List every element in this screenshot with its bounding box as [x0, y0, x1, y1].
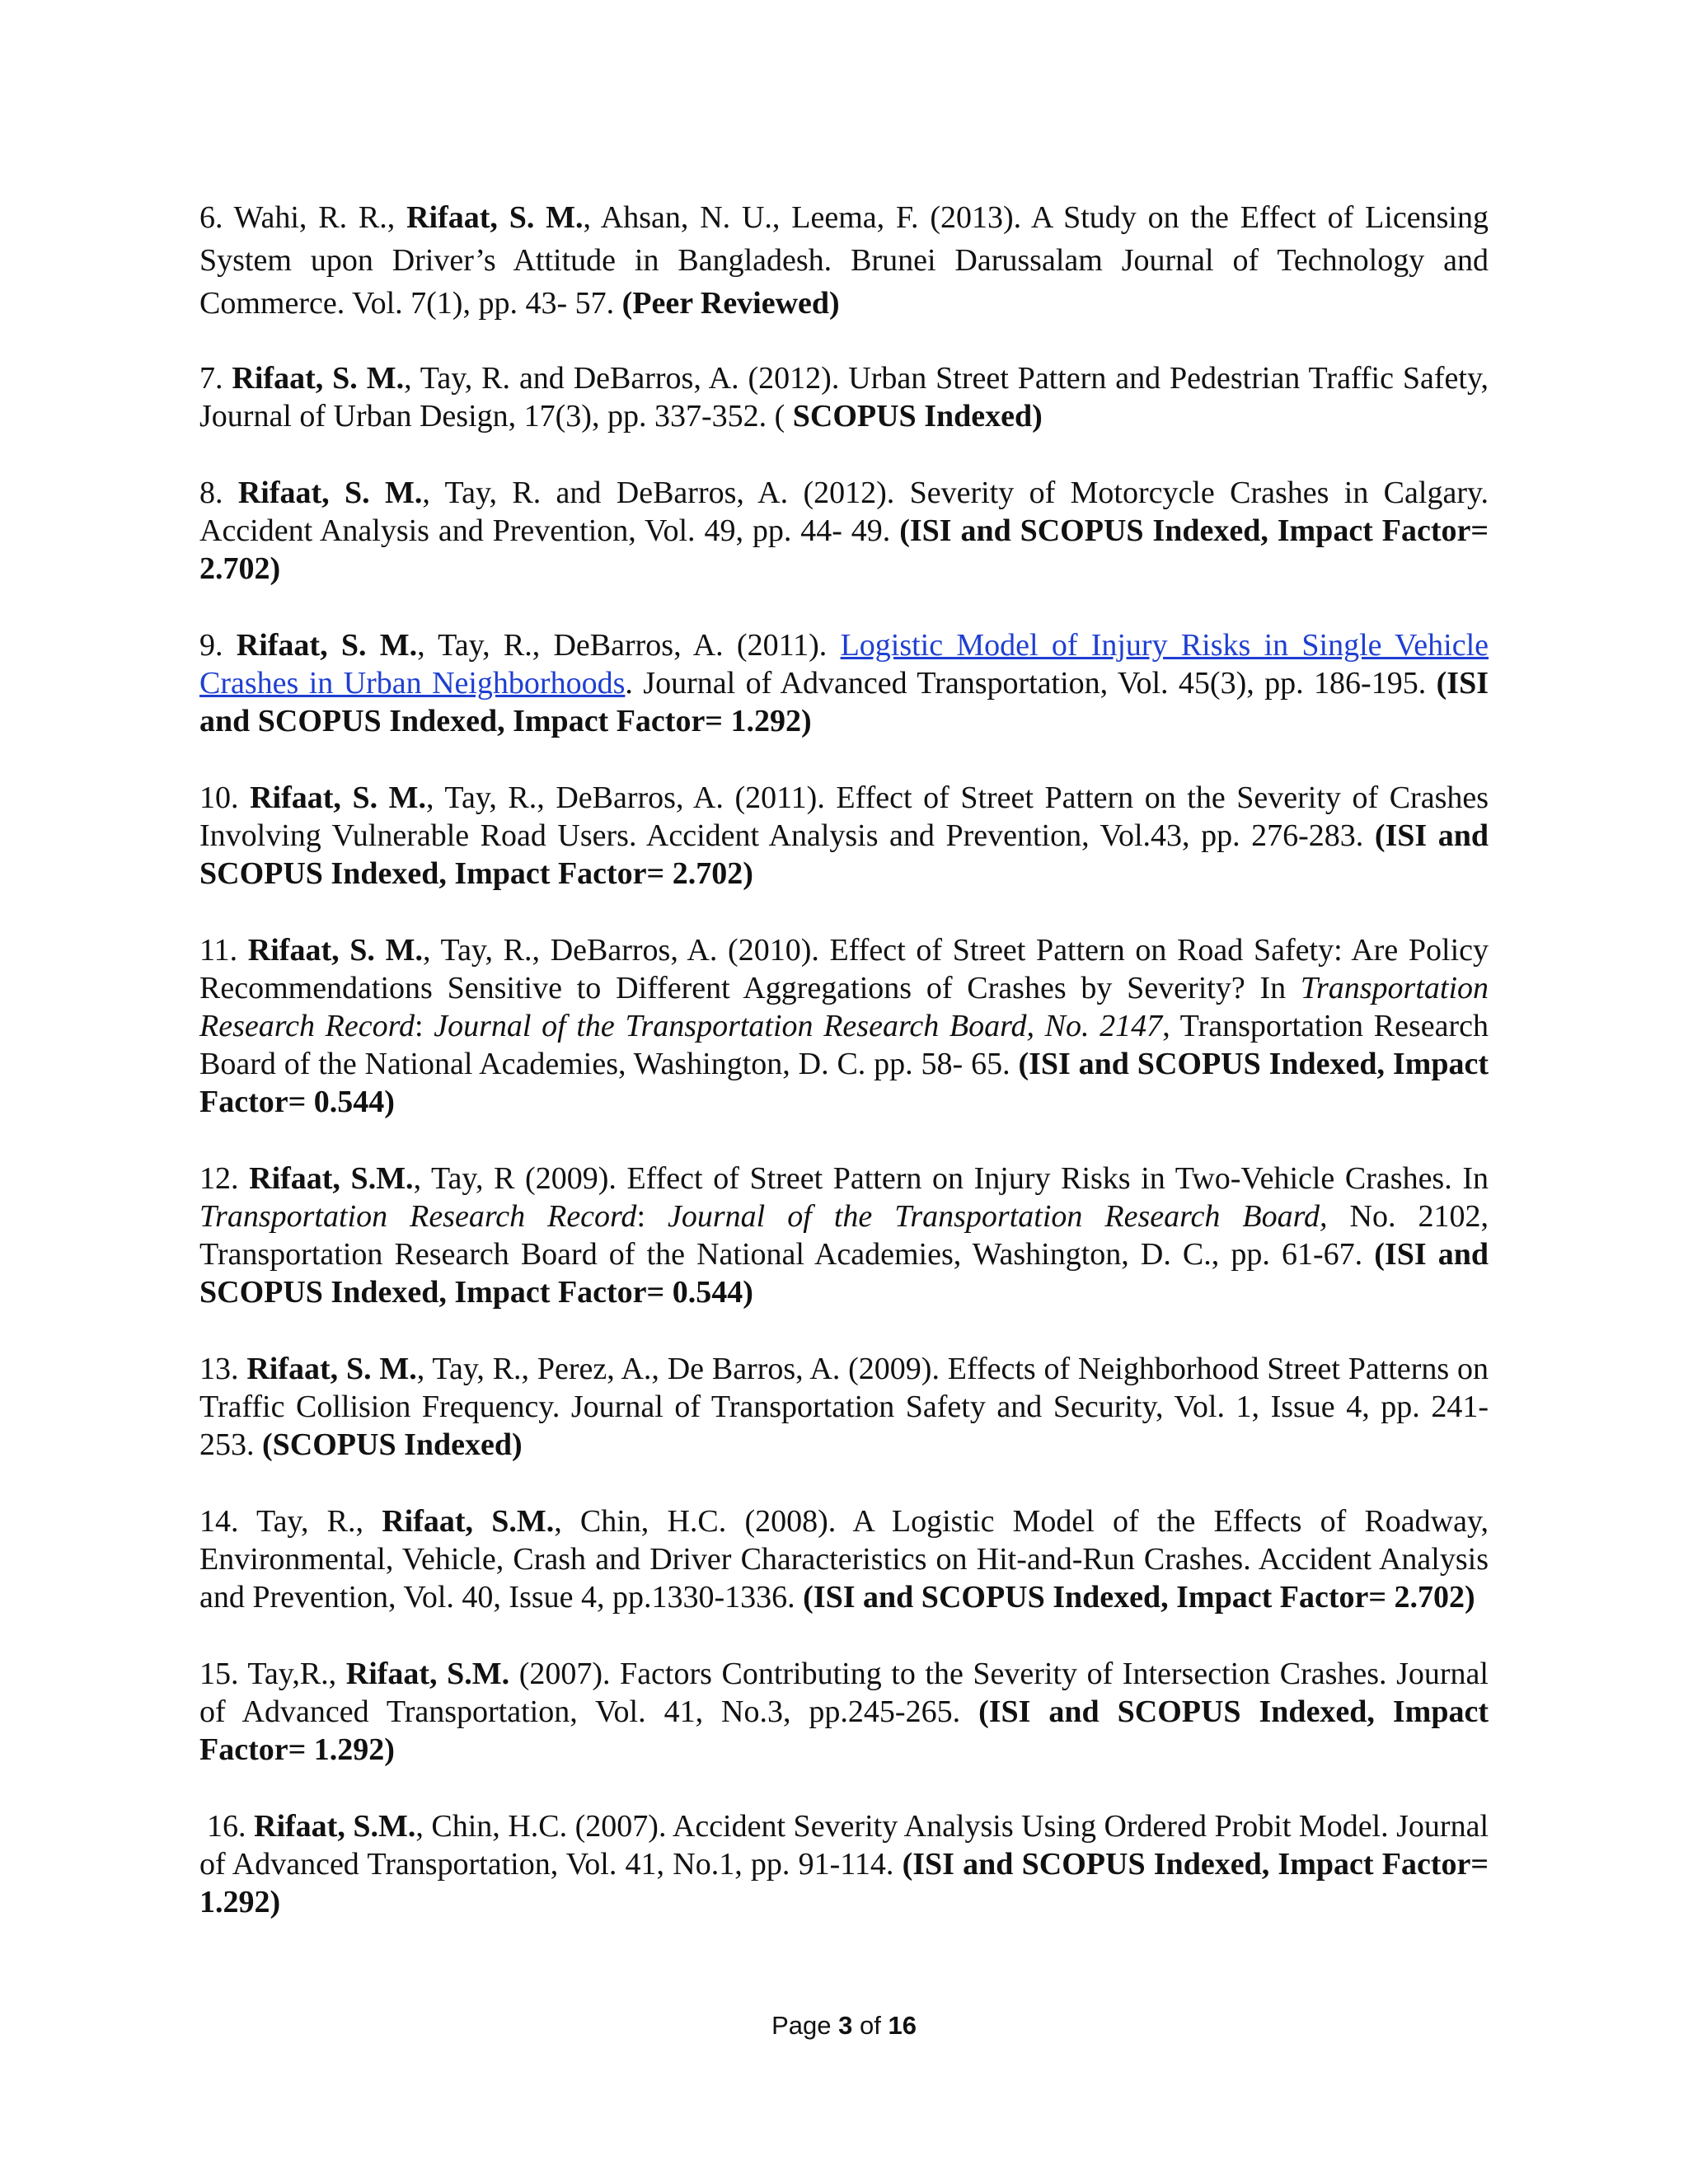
- reference-16: 16. Rifaat, S.M., Chin, H.C. (2007). Accident Severity Analysis Using Ordered Probit Model. Journal of Advanced Transportation, Vol. 41, No.1, pp. 91-114. (ISI and SCOPUS Indexed, Impact Factor= 1.292): [199, 1809, 1489, 1919]
- reference-12: 12. Rifaat, S.M., Tay, R (2009). Effect of Street Pattern on Injury Risks in Two-Vehicle Crashes. In Transportation Research Record: Journal of the Transportation Research Board, No. 2102, Transportation Research Board of the National Academies, Washington, D. C., pp. 61-67. (ISI and SCOPUS Indexed, Impact Factor= 0.544): [199, 1161, 1489, 1310]
- journal-title: Transportation Research Record: [199, 1199, 637, 1234]
- reference-7: 7. Rifaat, S. M., Tay, R. and DeBarros, A. (2012). Urban Street Pattern and Pedestrian Traffic Safety, Journal of Urban Design, 17(3), pp. 337-352. ( SCOPUS Indexed): [199, 361, 1489, 434]
- journal-subtitle: Journal of the Transportation Research Board,: [668, 1199, 1328, 1234]
- page-footer: [0, 2011, 1688, 2041]
- index-note: (SCOPUS Indexed): [262, 1427, 523, 1462]
- reference-11: 11. Rifaat, S. M., Tay, R., DeBarros, A. (2010). Effect of Street Pattern on Road Safety: Are Policy Recommendations Sensitive to Different Aggregations of Crashes by Severity? In Transportation Research Record: Journal of the Transportation Research Board, No. 2147, Transportation Research Board of the National Academies, Washington, D. C. pp. 58- 65. (ISI and SCOPUS Indexed, Impact Factor= 0.544): [199, 933, 1489, 1119]
- index-note: (Peer Reviewed): [621, 286, 840, 321]
- highlighted-author: Rifaat, S.M.: [345, 1657, 510, 1691]
- index-note: SCOPUS Indexed): [792, 399, 1043, 434]
- page-label: Page: [771, 2011, 832, 2040]
- index-note: (ISI and SCOPUS Indexed, Impact Factor= 2.702): [803, 1580, 1475, 1615]
- article-link[interactable]: Logistic Model of Injury Risks in Single Vehicle Crashes in Urban Neighborhoods: [199, 628, 1489, 701]
- publication-list: [199, 196, 1489, 1960]
- total-pages-number: 16: [888, 2011, 917, 2040]
- index-note: (ISI and SCOPUS Indexed, Impact Factor= 1.292): [199, 1694, 1489, 1767]
- highlighted-author: Rifaat, S. M.: [236, 628, 418, 663]
- index-note: (ISI and SCOPUS Indexed, Impact Factor= 2.702): [199, 818, 1489, 891]
- index-note: (ISI and SCOPUS Indexed, Impact Factor= 1.292): [199, 666, 1489, 738]
- highlighted-author: Rifaat, S. M.: [247, 933, 423, 968]
- reference-number: 6.: [199, 200, 223, 235]
- highlighted-author: Rifaat, S.M.: [249, 1161, 414, 1196]
- reference-number: 14.: [199, 1504, 239, 1539]
- reference-number: 10.: [199, 780, 239, 815]
- reference-number: 16.: [207, 1809, 246, 1844]
- reference-number: 12.: [199, 1161, 239, 1196]
- reference-number: 15.: [199, 1657, 239, 1691]
- journal-title: Transportation Research Record: [199, 971, 1489, 1043]
- reference-number: 7.: [199, 361, 223, 396]
- current-page-number: 3: [838, 2011, 853, 2040]
- highlighted-author: Rifaat, S. M.: [406, 200, 584, 235]
- reference-number: 11.: [199, 933, 238, 968]
- of-label: of: [859, 2011, 881, 2040]
- reference-13: 13. Rifaat, S. M., Tay, R., Perez, A., De Barros, A. (2009). Effects of Neighborhood Street Patterns on Traffic Collision Frequency. Journal of Transportation Safety and Security, Vol. 1, Issue 4, pp. 241- 253. (SCOPUS Indexed): [199, 1352, 1489, 1462]
- reference-number: 13.: [199, 1352, 239, 1386]
- highlighted-author: Rifaat, S.M.: [254, 1809, 416, 1844]
- index-note: (ISI and SCOPUS Indexed, Impact Factor= 0.544): [199, 1237, 1489, 1310]
- reference-10: 10. Rifaat, S. M., Tay, R., DeBarros, A. (2011). Effect of Street Pattern on the Severity of Crashes Involving Vulnerable Road Users. Accident Analysis and Prevention, Vol.43, pp. 276-283. (ISI and SCOPUS Indexed, Impact Factor= 2.702): [199, 780, 1489, 891]
- highlighted-author: Rifaat, S. M.: [250, 780, 427, 815]
- reference-number: 9.: [199, 628, 223, 663]
- highlighted-author: Rifaat, S. M.: [237, 476, 423, 510]
- reference-14: 14. Tay, R., Rifaat, S.M., Chin, H.C. (2008). A Logistic Model of the Effects of Roadway, Environmental, Vehicle, Crash and Driver Characteristics on Hit-and-Run Crashes. Accident Analysis and Prevention, Vol. 40, Issue 4, pp.1330-1336. (ISI and SCOPUS Indexed, Impact Factor= 2.702): [199, 1504, 1489, 1615]
- index-note: (ISI and SCOPUS Indexed, Impact Factor= 0.544): [199, 1047, 1489, 1119]
- highlighted-author: Rifaat, S. M.: [246, 1352, 417, 1386]
- reference-15: 15. Tay,R., Rifaat, S.M. (2007). Factors Contributing to the Severity of Intersection Crashes. Journal of Advanced Transportation, Vol. 41, No.3, pp.245-265. (ISI and SCOPUS Indexed, Impact Factor= 1.292): [199, 1657, 1489, 1767]
- highlighted-author: Rifaat, S.M.: [382, 1504, 555, 1539]
- index-note: (ISI and SCOPUS Indexed, Impact Factor= 2.702): [199, 513, 1489, 586]
- reference-number: 8.: [199, 476, 223, 510]
- journal-subtitle: Journal of the Transportation Research Board, No. 2147: [434, 1009, 1163, 1043]
- reference-9: 9. Rifaat, S. M., Tay, R., DeBarros, A. (2011). Logistic Model of Injury Risks in Single Vehicle Crashes in Urban Neighborhoods. Journal of Advanced Transportation, Vol. 45(3), pp. 186-195. (ISI and SCOPUS Indexed, Impact Factor= 1.292): [199, 628, 1489, 738]
- index-note: (ISI and SCOPUS Indexed, Impact Factor= 1.292): [199, 1847, 1489, 1919]
- reference-8: 8. Rifaat, S. M., Tay, R. and DeBarros, A. (2012). Severity of Motorcycle Crashes in Calgary. Accident Analysis and Prevention, Vol. 49, pp. 44- 49. (ISI and SCOPUS Indexed, Impact Factor= 2.702): [199, 476, 1489, 586]
- highlighted-author: Rifaat, S. M.: [232, 361, 405, 396]
- reference-6: 6. Wahi, R. R., Rifaat, S. M., Ahsan, N. U., Leema, F. (2013). A Study on the Effect of Licensing System upon Driver’s Attitude in Bangladesh. Brunei Darussalam Journal of Technology and Commerce. Vol. 7(1), pp. 43- 57. (Peer Reviewed): [199, 200, 1489, 321]
